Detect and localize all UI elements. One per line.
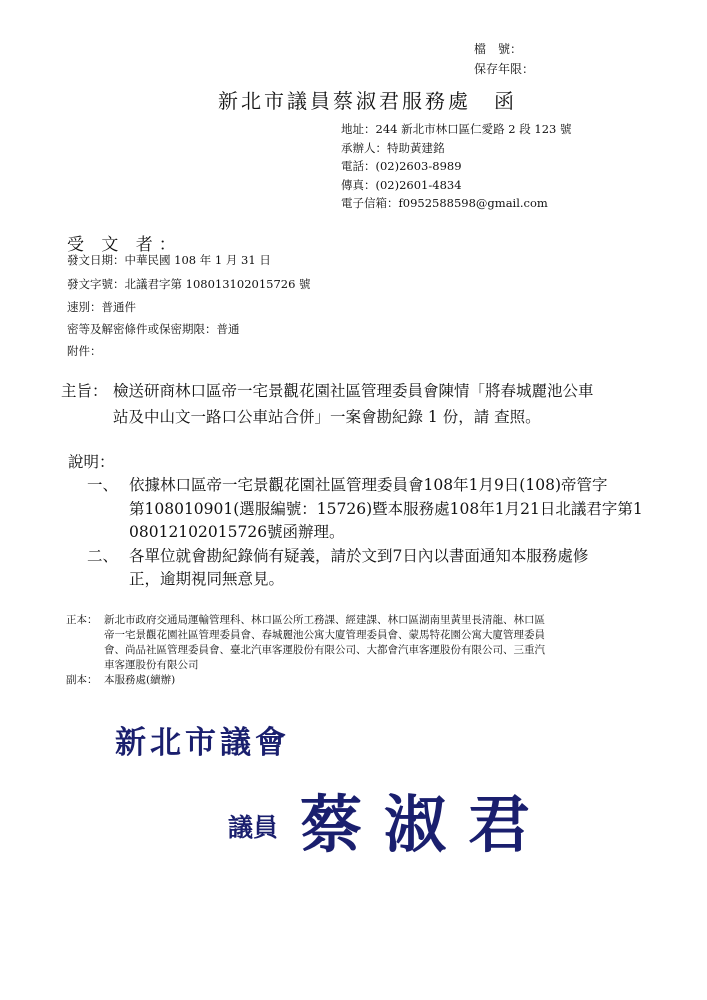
archive-number xyxy=(474,40,522,57)
archive-number-label: 檔 號： xyxy=(474,42,523,56)
item-number-2: 二、 xyxy=(87,547,119,565)
copy-recipients: 本服務處(續辦) xyxy=(104,674,176,686)
attachment: 附件： xyxy=(67,344,102,358)
member-title-seal: 議員 xyxy=(228,813,279,842)
subject-line-2: 站及中山文一路口公車站合併」一案會勘紀錄 1 份，請 查照。 xyxy=(113,408,541,426)
item-1-line-3: 08012102015726號函辦理。 xyxy=(129,523,345,541)
primary-recipients-line: 會、尚品社區管理委員會、臺北汽車客運股份有限公司、大都會汽車客運股份有限公司、三重汽 xyxy=(104,644,545,656)
document-number: 發文字號：北議君字第 108013102015726 號 xyxy=(67,277,311,291)
subject-line-1: 檢送研商林口區帝一宅景觀花園社區管理委員會陳情「將春城麗池公車 xyxy=(113,382,594,400)
item-1-line-2: 第108010901(選服編號：15726)暨本服務處108年1月21日北議君字第1 xyxy=(129,500,643,518)
primary-recipients-line: 車客運股份有限公司 xyxy=(104,659,199,671)
retention-period xyxy=(474,60,534,77)
item-2-line-1: 各單位就會勘紀錄倘有疑義，請於文到7日內以書面通知本服務處修 xyxy=(129,547,589,565)
delivery-speed: 速別：普通件 xyxy=(67,300,136,314)
contact-address: 地址：244 新北市林口區仁愛路 2 段 123 號 xyxy=(341,122,572,136)
issue-date: 發文日期：中華民國 108 年 1 月 31 日 xyxy=(67,253,271,267)
contact-phone: 電話：(02)2603-8989 xyxy=(341,159,462,173)
letter-title: 新北市議員蔡淑君服務處 函 xyxy=(218,89,517,113)
primary-recipients-label: 正本： xyxy=(66,614,98,626)
classification: 密等及解密條件或保密期限：普通 xyxy=(67,322,240,336)
council-seal: 新北市議會 xyxy=(115,725,290,761)
primary-recipients-line: 新北市政府交通局運輸管理科、林口區公所工務課、經建課、林口區湖南里黃里長清龍、林口區 xyxy=(104,614,545,626)
subject-head: 主旨： xyxy=(61,382,108,400)
recipient-label: 受 文 者： xyxy=(67,235,182,255)
copy-recipients-label: 副本： xyxy=(66,674,98,686)
contact-fax: 傳真：(02)2601-4834 xyxy=(341,178,462,192)
member-name-seal: 蔡淑君 xyxy=(300,788,553,861)
item-number-1: 一、 xyxy=(87,476,119,494)
item-1-line-1: 依據林口區帝一宅景觀花園社區管理委員會108年1月9日(108)帝管字 xyxy=(129,476,608,494)
item-2-line-2: 正，逾期視同無意見。 xyxy=(129,570,285,588)
primary-recipients-line: 帝一宅景觀花園社區管理委員會、春城麗池公寓大廈管理委員會、蒙馬特花園公寓大廈管理委員 xyxy=(104,629,545,641)
explanation-head: 說明： xyxy=(68,453,115,471)
retention-label: 保存年限： xyxy=(474,62,535,76)
contact-handler: 承辦人：特助黃建銘 xyxy=(341,141,445,155)
contact-email: 電子信箱：f0952588598@gmail.com xyxy=(341,196,548,210)
